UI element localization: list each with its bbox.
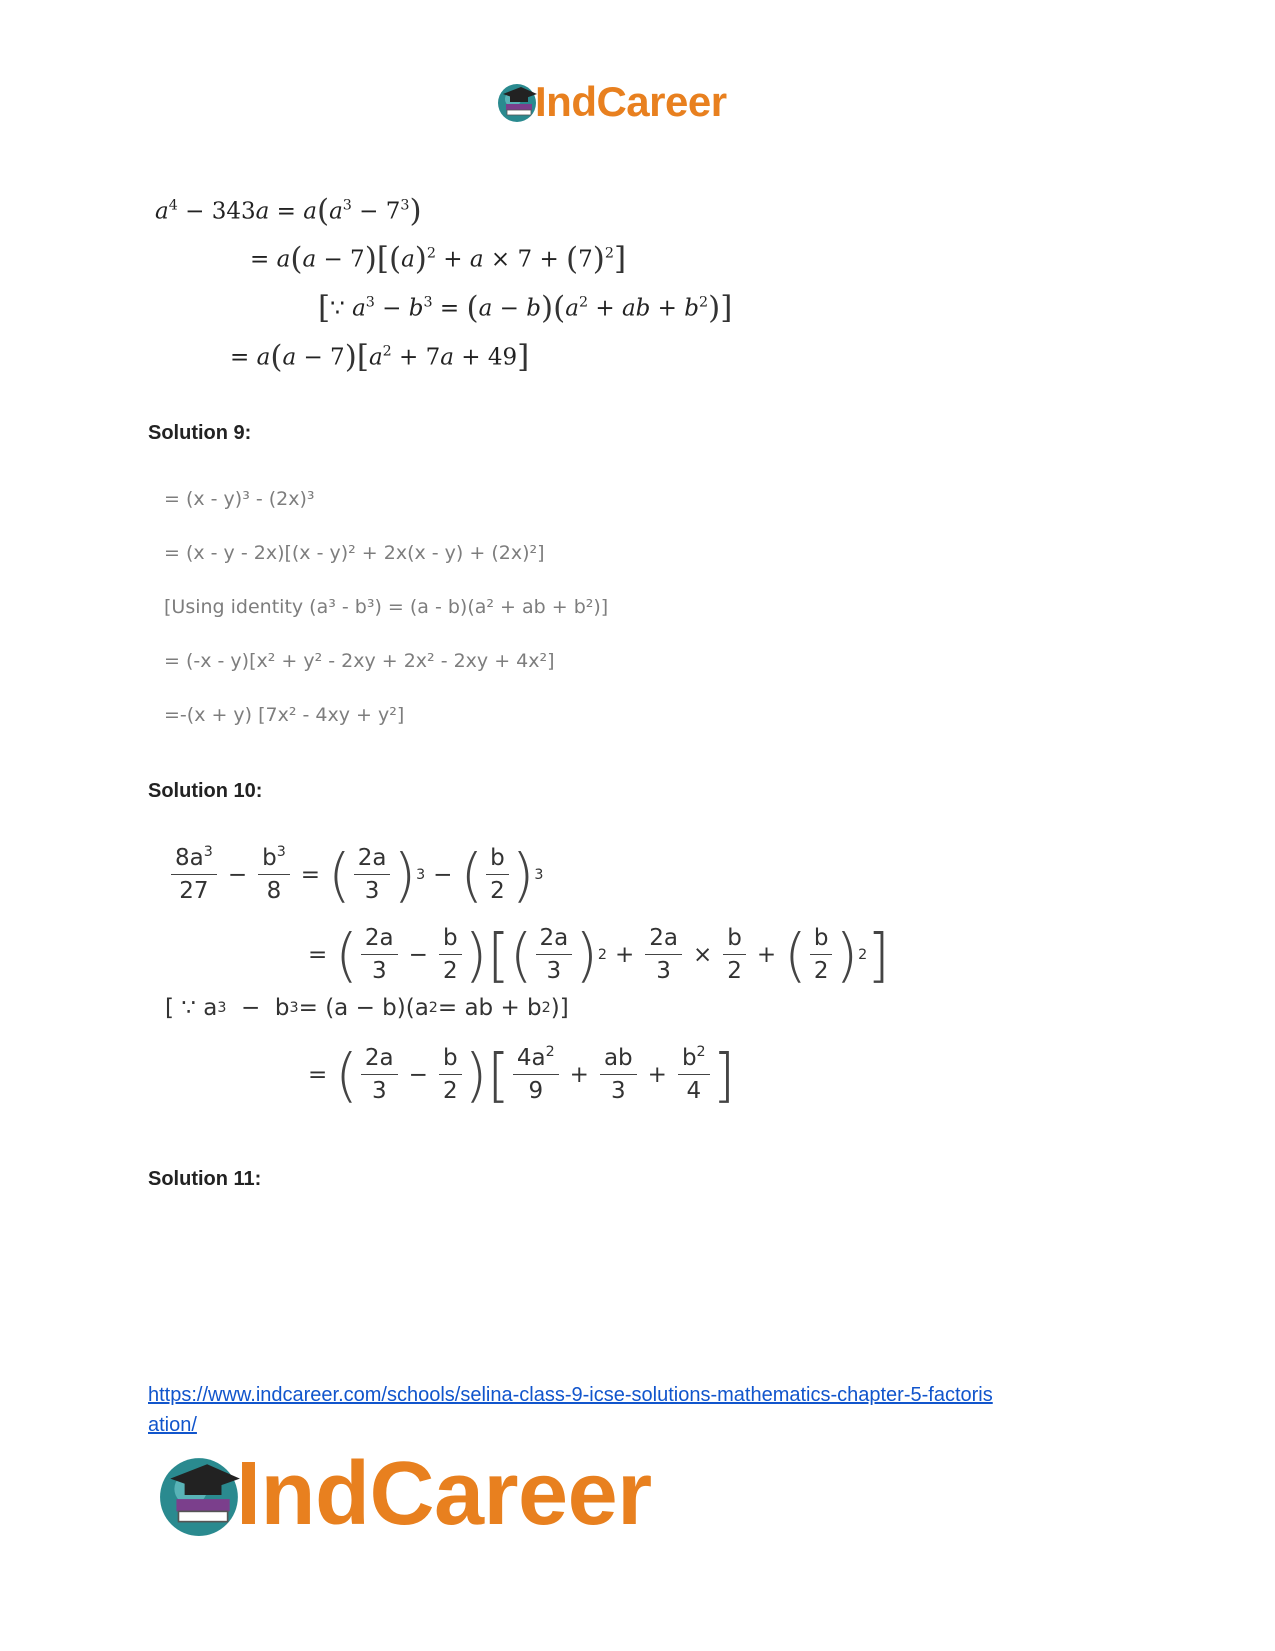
sol10-identity: [ ∵ a 3 − b 3 = (a − b)(a 2 = ab + b 2 )] [165,995,569,1021]
source-url-line-1: https://www.indcareer.com/schools/selina-class-9-icse-solutions-mathematics-chapter-5-factoris [148,1384,993,1406]
header-logo [497,78,727,126]
footer-logo-text: IndCareer [236,1444,652,1544]
graduation-globe-icon [158,1452,244,1538]
sol9-line-2: = (x - y - 2x)[(x - y)² + 2x(x - y) + (2x)²] [164,542,545,564]
sol9-line-3: [Using identity (a³ - b³) = (a - b)(a² + ab + b²)] [164,596,609,618]
sol9-line-4: = (-x - y)[x² + y² - 2xy + 2x² - 2xy + 4x²] [164,650,555,672]
solution-9-heading: Solution 9: [148,422,252,444]
solution-11-heading: Solution 11: [148,1168,262,1190]
sol8-line-4: = $a(a - 7)[a^2 + 7a + 49]$ [230,339,530,375]
sol10-line-4: = ( $\frac{2a}{3}$ − $\frac{b}{2}$ ) [ $\frac{4a^2}{9}$ + $\frac{ab}{3}$ + $\frac{b^2}{4}$ ] [308,1040,736,1109]
sol9-line-5: =-(x + y) [7x² - 4xy + y²] [164,704,405,726]
source-url-line-2: ation/ [148,1414,197,1436]
graduation-globe-icon [497,81,539,123]
source-url-link[interactable] [148,1380,1148,1440]
sol9-line-1: = (x - y)³ - (2x)³ [164,488,315,510]
sol8-line-1: $a^4 - 343a = a(a^3 - 7^3)$ [155,193,422,229]
footer-logo [158,1443,652,1546]
sol10-line-2: = ( $\frac{2a}{3}$ − $\frac{b}{2}$ ) [ ( $\frac{2a}{3}$ ) 2 + $\frac{2a}{3}$ × $\frac{b}{2}$ + ( $\frac{b}{2}$ ) 2 ] [308,920,890,989]
header-logo-text: IndCareer [535,78,727,125]
sol8-line-3: [∵ $a^3 - b^3 = (a - b)(a^2$ + ab + $b^2$)] [318,290,733,326]
sol8-line-2: = $a(a - 7)[(a)^2 + a \times 7 + (7)^2]$ [250,241,627,277]
sol10-line-1: $\frac{8a^3}{27}$ − $\frac{b^3}{8}$ = ( $\frac{2a}{3}$ ) 3 − ( $\frac{b}{2}$ ) 3 [168,845,543,904]
solution-10-heading: Solution 10: [148,780,263,802]
